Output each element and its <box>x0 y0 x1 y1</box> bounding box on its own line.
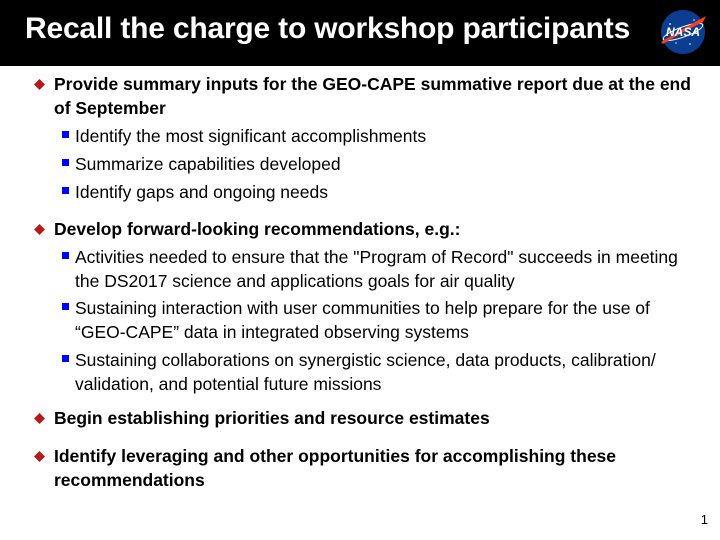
sub-bullet-text: Summarize capabilities developed <box>75 154 341 174</box>
bullet-text: Develop forward-looking recommendations, e.g.: <box>54 219 461 239</box>
nasa-logo <box>656 8 710 56</box>
sub-bullet-text: Activities needed to ensure that the "Program of Record" succeeds in meeting the DS2017 science and applications goals for air quality <box>75 247 678 291</box>
title-bar <box>0 0 720 66</box>
sub-bullet-text: Identify the most significant accomplishments <box>75 126 427 146</box>
sub-bullet-text: Sustaining interaction with user communities to help prepare for the use of “GEO-CAPE” data in integrated observing systems <box>75 298 650 342</box>
nasa-logo-text: NASA <box>665 25 701 39</box>
square-bullet-icon <box>62 131 69 138</box>
diamond-bullet-icon <box>34 451 45 462</box>
square-bullet-icon <box>62 159 69 166</box>
page-number: 1 <box>700 512 708 527</box>
square-bullet-icon <box>62 355 69 362</box>
square-bullet-icon <box>62 187 69 194</box>
diamond-bullet-icon <box>34 224 45 235</box>
sub-bullet-text: Identify gaps and ongoing needs <box>75 182 328 202</box>
slide-title: Recall the charge to workshop participants <box>25 12 631 45</box>
bullet-text: Provide summary inputs for the GEO-CAPE summative report due at the end of September <box>54 74 691 118</box>
nasa-logo-star <box>689 43 691 45</box>
bullet-text: Begin establishing priorities and resource estimates <box>54 408 490 428</box>
diamond-bullet-icon <box>34 79 45 90</box>
diamond-bullet-icon <box>34 413 45 424</box>
bullet-text: Identify leveraging and other opportunities for accomplishing these recommendations <box>54 446 617 490</box>
nasa-logo-star <box>693 19 695 21</box>
sub-bullet-text: Sustaining collaborations on synergistic science, data products, calibration/ validation, and potential future missions <box>75 350 656 394</box>
square-bullet-icon <box>62 252 69 259</box>
nasa-logo-star <box>675 42 676 43</box>
square-bullet-icon <box>62 303 69 310</box>
